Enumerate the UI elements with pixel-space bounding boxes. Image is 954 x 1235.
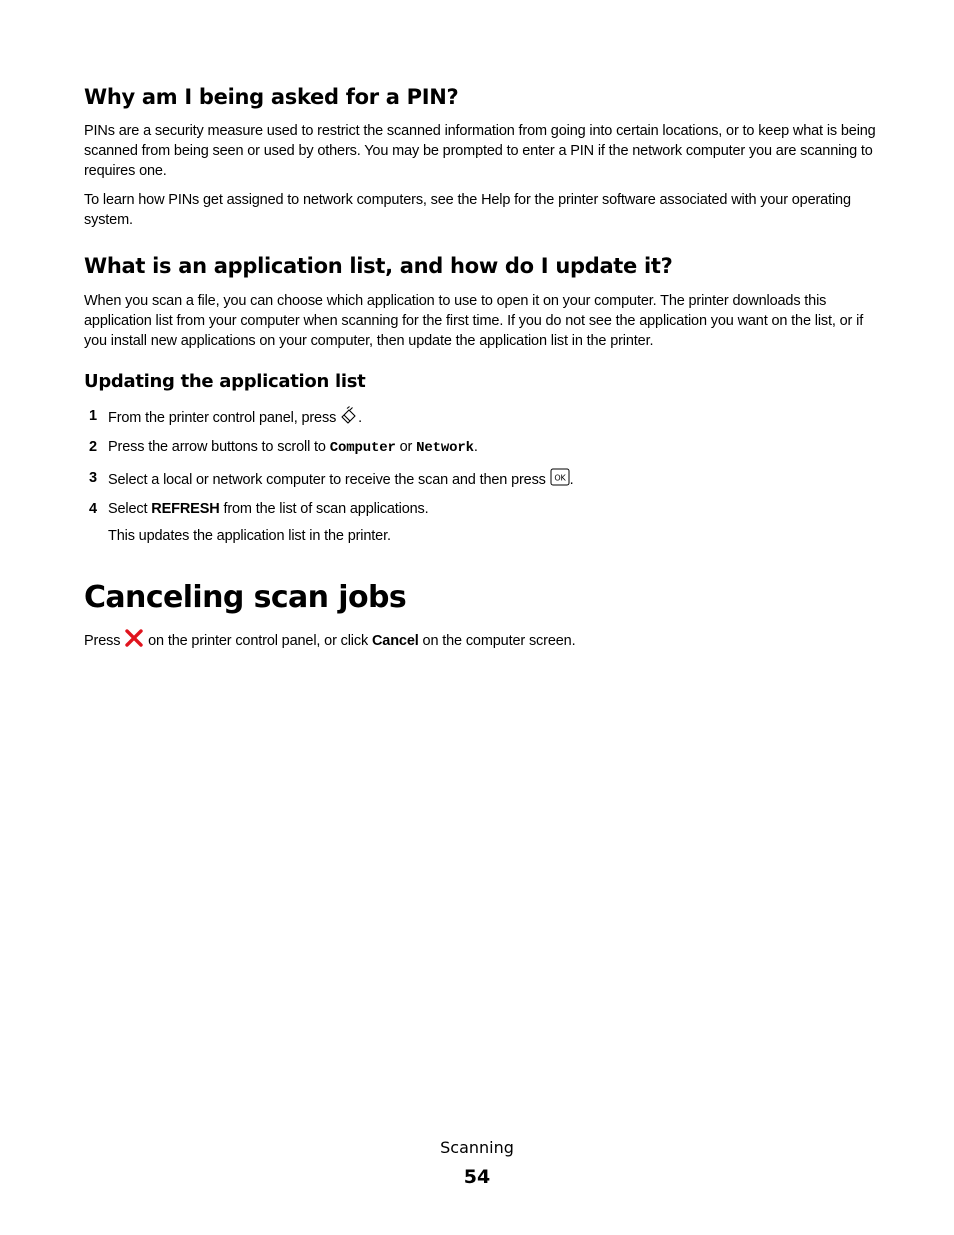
code-network: Network <box>416 440 474 456</box>
applist-subheading: Updating the application list <box>84 371 366 392</box>
step-text: Press the arrow buttons to scroll to <box>108 439 326 455</box>
footer-section-label: Scanning <box>440 1138 514 1157</box>
scan-icon <box>340 406 358 430</box>
ok-button-icon <box>550 468 570 492</box>
page-number: 54 <box>463 1166 491 1188</box>
step-number: 1 <box>89 408 97 424</box>
step-number: 2 <box>89 439 97 455</box>
refresh-label: REFRESH <box>151 501 220 517</box>
cancel-heading: Canceling scan jobs <box>84 580 407 615</box>
cancel-label: Cancel <box>371 632 419 649</box>
step-number: 3 <box>89 470 97 486</box>
cancel-x-icon <box>124 629 144 653</box>
pin-paragraph-1: PINs are a security measure used to restrict the scanned information from going into certain locations, or to keep what is being scanned from being seen or used by others. You may be prompted to enter a PIN if the network computer you are scanning to requires one. <box>84 123 876 179</box>
applist-paragraph: When you scan a file, you can choose which application to use to open it on your computer. The printer downloads this application list from your computer when scanning for the first time. If you do not see the application you want on the list, or if you install new applications on your computer, then update the application list in the printer. <box>84 293 864 349</box>
code-computer: Computer <box>329 440 396 456</box>
ok-icon-label: OK <box>554 473 566 483</box>
pin-paragraph-2: To learn how PINs get assigned to network computers, see the Help for the printer software associated with your operating system. <box>84 192 851 228</box>
step-text: From the printer control panel, press <box>108 409 337 426</box>
step-text: Select <box>108 501 148 517</box>
applist-heading: What is an application list, and how do I update it? <box>84 254 673 278</box>
pin-heading: Why am I being asked for a PIN? <box>84 85 459 109</box>
step-number: 4 <box>89 501 97 517</box>
step-text: Select a local or network computer to receive the scan and then press <box>108 471 546 488</box>
